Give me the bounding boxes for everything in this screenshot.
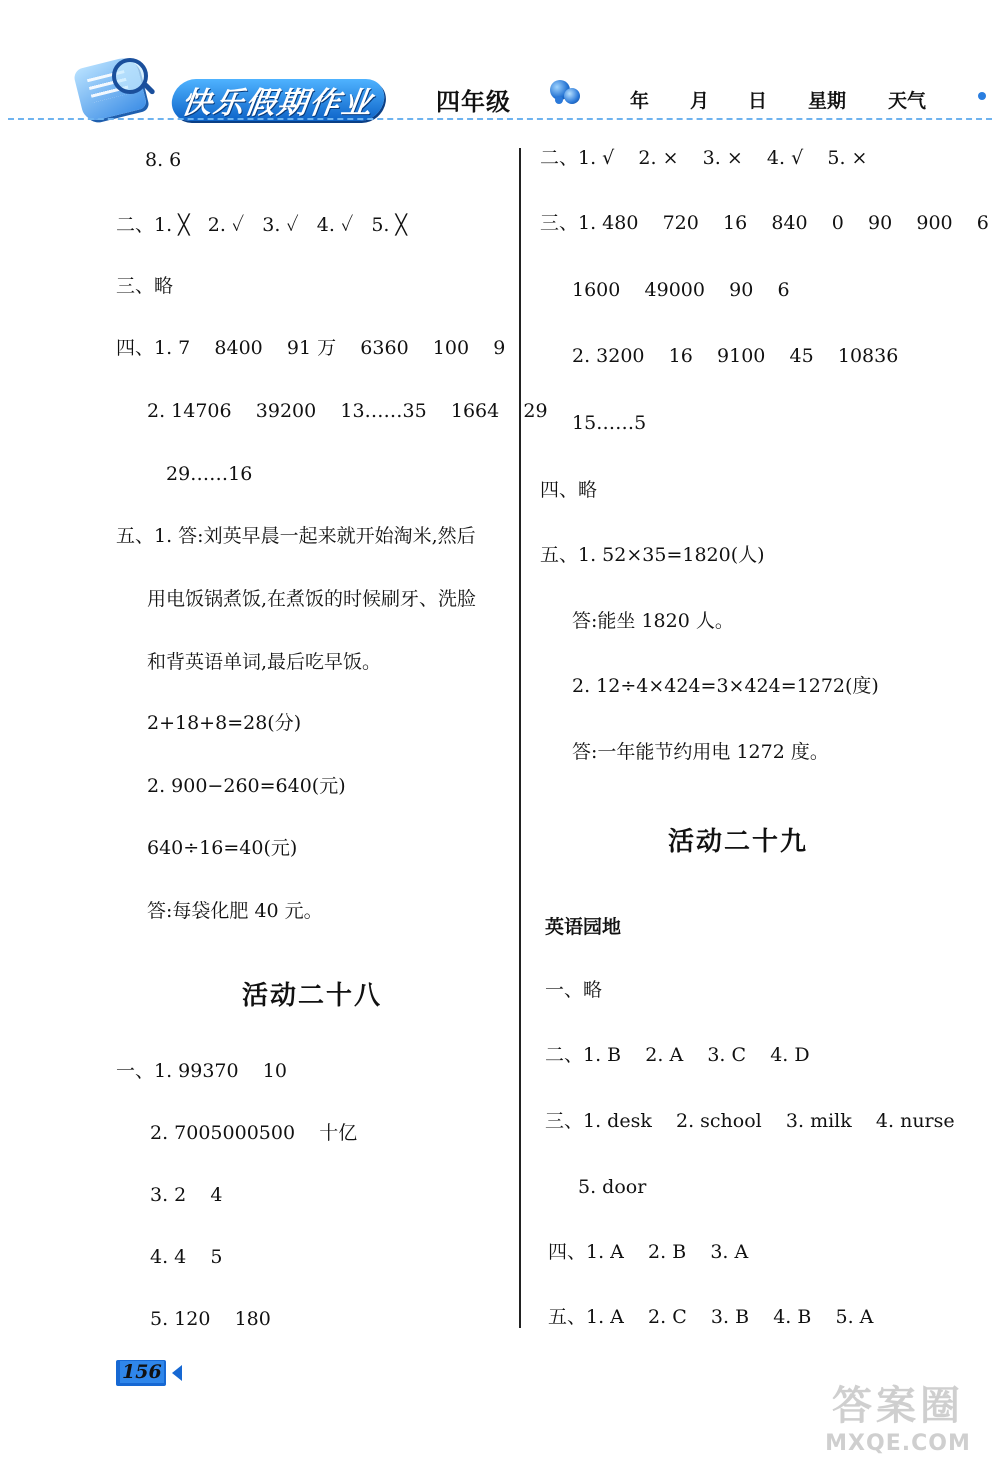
answer-line: 2. 3200 16 9100 45 10836 <box>572 345 899 367</box>
date-field-weather: 天气 <box>888 90 927 112</box>
answer-line: 四、略 <box>540 479 598 501</box>
answer-line: 三、略 <box>116 275 174 297</box>
answer-line: 4. 4 5 <box>150 1246 223 1268</box>
answer-line: 2. 14706 39200 13……35 1664 29 <box>147 400 548 422</box>
answer-line: 一、略 <box>545 979 603 1001</box>
section-title: 活动二十九 <box>668 827 809 857</box>
watermark-url: MXQE.COM <box>825 1431 971 1456</box>
answer-line: 二、1. B 2. A 3. C 4. D <box>545 1044 810 1066</box>
answer-line: 2+18+8=28(分) <box>147 712 302 734</box>
column-divider <box>519 148 521 1328</box>
answer-line: 5. door <box>578 1176 647 1198</box>
answer-line: 3. 2 4 <box>150 1184 223 1206</box>
date-field-weekday: 星期 <box>808 90 847 112</box>
answer-line: 2. 7005000500 十亿 <box>150 1122 358 1144</box>
answer-line: 15……5 <box>572 412 647 434</box>
answer-line: 8. 6 <box>145 149 182 171</box>
answer-line: 五、1. 52×35=1820(人) <box>540 544 765 566</box>
date-field-year: 年 <box>630 90 650 112</box>
answer-line: 5. 120 180 <box>150 1308 271 1330</box>
section-title: 活动二十八 <box>242 981 383 1011</box>
answer-line: 用电饭锅煮饭,在煮饭的时候刷牙、洗脸 <box>147 588 477 610</box>
answer-line: 答:每袋化肥 40 元。 <box>147 900 323 922</box>
answer-line: 四、1. 7 8400 91 万 6360 100 9 <box>116 337 506 359</box>
date-field-day: 日 <box>748 90 768 112</box>
answer-line: 五、1. 答:刘英早晨一起来就开始淘米,然后 <box>116 525 476 547</box>
answer-line: 五、1. A 2. C 3. B 4. B 5. A <box>548 1306 874 1328</box>
page-number-tag <box>116 1360 166 1386</box>
answer-line: 2. 900−260=640(元) <box>147 775 346 797</box>
answer-line: 640÷16=40(元) <box>147 837 298 859</box>
brand-title: 快乐假期作业 <box>179 86 376 121</box>
answer-line: 四、1. A 2. B 3. A <box>548 1241 749 1263</box>
grade-label: 四年级 <box>436 88 511 116</box>
answer-line: 二、1. √ 2. × 3. × 4. √ 5. × <box>540 147 868 169</box>
answer-line: 三、1. 480 720 16 840 0 90 900 6 <box>540 212 989 234</box>
date-field-month: 月 <box>690 90 710 112</box>
answer-line: 29……16 <box>166 463 253 485</box>
answer-line: 答:能坐 1820 人。 <box>572 610 734 632</box>
date-fields <box>0 86 1000 114</box>
page-number: 156 <box>122 1361 162 1383</box>
answer-line: 2. 12÷4×424=3×424=1272(度) <box>572 675 879 697</box>
answer-line: 一、1. 99370 10 <box>116 1060 287 1082</box>
watermark-logo-text: 答案圈 <box>832 1383 964 1429</box>
answer-line: 和背英语单词,最后吃早饭。 <box>147 651 382 673</box>
answer-line: 1600 49000 90 6 <box>572 279 790 301</box>
watermark <box>812 1382 984 1468</box>
answer-line: 三、1. desk 2. school 3. milk 4. nurse <box>545 1110 955 1132</box>
header-dot-icon <box>978 92 986 100</box>
answer-line: 答:一年能节约用电 1272 度。 <box>572 741 829 763</box>
answer-line: 二、1. ╳ 2. ✓ 3. ✓ 4. ✓ 5. ╳ <box>116 214 407 236</box>
header-dashed-line <box>8 118 992 120</box>
section-subheading: 英语园地 <box>545 916 622 938</box>
page-header <box>0 0 1000 130</box>
